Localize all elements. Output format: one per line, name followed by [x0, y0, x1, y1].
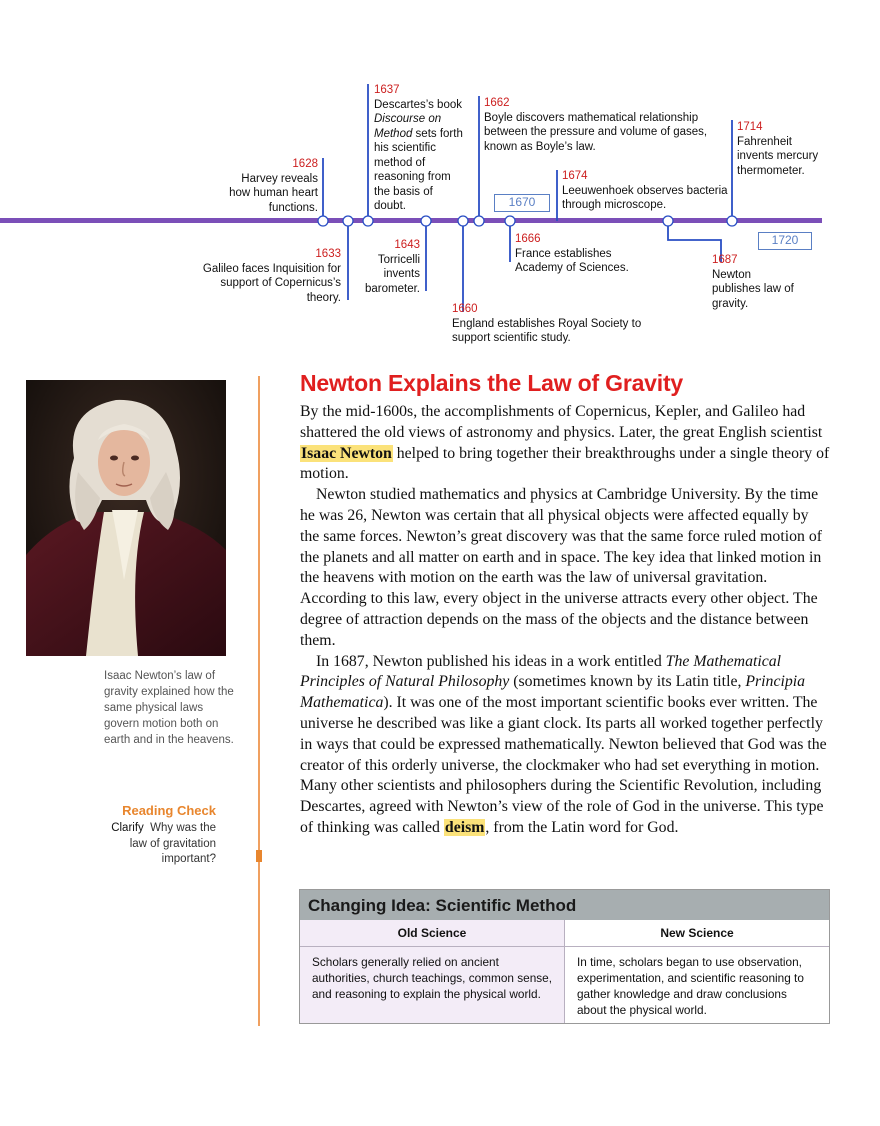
reading-check-title: Reading Check	[122, 803, 216, 818]
event-1643	[352, 238, 420, 296]
reading-check-question	[100, 821, 216, 868]
reading-check-skill: Clarify	[111, 822, 144, 834]
column-header-new-science: New Science	[565, 920, 829, 947]
event-year: 1637	[374, 84, 400, 96]
reading-check-text: Why was the law of gravitation important?	[129, 822, 216, 865]
event-1660	[452, 302, 642, 346]
isaac-newton-portrait-icon	[26, 380, 226, 656]
event-year: 1674	[562, 170, 588, 182]
new-science-text: In time, scholars began to use observation, experimentation, and scientific reasoning to gather knowledge and draw conclusions about the physical world.	[577, 955, 804, 1017]
event-year: 1643	[394, 239, 420, 251]
event-year: 1633	[315, 248, 341, 260]
event-text: France establishes Academy of Sciences.	[515, 247, 629, 274]
comparison-table	[299, 889, 830, 1024]
event-text: Galileo faces Inquisition for support of Copernicus’s theory.	[202, 262, 341, 304]
book-title: The Mathematical Principles of Natural Philosophy	[300, 652, 782, 691]
paragraph-1: By the mid-1600s, the accomplishments of Copernicus, Kepler, and Galileo had shattered the old views of astronomy and physics. Later, the great English scientist Isaac Newton helped to bring together their breakthroughs under a single theory of motion.	[300, 403, 830, 483]
column-header-old-science: Old Science	[300, 920, 564, 947]
book-latin-title: Principia Mathematica	[300, 673, 806, 712]
event-text: Descartes’s book Discourse on Method sets forth his scientific method of reasoning from the basis of doubt.	[374, 98, 463, 212]
old-science-text: Scholars generally relied on ancient authorities, church teachings, common sense, and reasoning to explain the physical world.	[312, 955, 552, 1001]
key-term-deism: deism	[444, 818, 485, 836]
event-text: Harvey reveals how human heart functions.	[229, 172, 318, 214]
event-text: Torricelli invents barometer.	[365, 253, 420, 295]
event-year: 1687	[712, 254, 738, 266]
event-text: Boyle discovers mathematical relationship between the pressure and volume of gases, known as Boyle’s law.	[484, 111, 708, 153]
portrait-caption: Isaac Newton’s law of gravity explained how the same physical laws govern motion both on earth and in the heavens.	[104, 670, 234, 746]
event-1637	[374, 83, 466, 214]
event-text: England establishes Royal Society to support scientific study.	[452, 317, 642, 344]
reading-check-marker	[256, 850, 262, 862]
timeline-bar	[0, 218, 822, 223]
event-1662	[484, 96, 724, 154]
event-1666	[515, 232, 641, 276]
sidebar-divider	[258, 376, 260, 1026]
event-text: Newton publishes law of gravity.	[712, 268, 794, 310]
event-year: 1660	[452, 303, 478, 315]
table-title: Changing Idea: Scientific Method	[300, 890, 829, 920]
event-1633	[200, 247, 341, 305]
event-1628	[222, 157, 318, 215]
new-science-column	[565, 920, 829, 1023]
event-year: 1662	[484, 97, 510, 109]
event-year: 1628	[292, 158, 318, 170]
year-marker-1670: 1670	[494, 194, 550, 212]
event-text: Fahrenheit invents mercury thermometer.	[737, 135, 819, 177]
event-1674	[562, 169, 728, 213]
paragraph-3: In 1687, Newton published his ideas in a work entitled The Mathematical Principles of Natural Philosophy (sometimes known by its Latin title, Principia Mathematica). It was one of the most important scientific books ever written. The universe he described was like a giant clock. Its parts all worked together perfectly in ways that could be expressed mathematically. Newton believed that God was the creator of this orderly universe, the clockmaker who had set everything in motion. Many other scientists and philosophers during the Scientific Revolution, including Descartes, agreed with Newton’s view of the role of God in the universe. This type of thinking was called deism, from the Latin word for God.	[300, 652, 827, 836]
event-1687	[712, 253, 796, 311]
table-row	[300, 920, 829, 1023]
paragraph-2: Newton studied mathematics and physics at Cambridge University. By the time he was 26, Newton was certain that all physical objects were affected equally by the same forces. Newton’s great discovery was that the same force ruled motion of the planets and all matter on earth and in space. The key idea that linked motion in the heavens with motion on the earth was the law of universal gravitation. According to this law, every object in the universe attracts every other object. The degree of attraction depends on the mass of the objects and the distance between them.	[300, 486, 822, 649]
article-body	[300, 402, 830, 839]
section-title: Newton Explains the Law of Gravity	[300, 370, 683, 396]
event-year: 1666	[515, 233, 541, 245]
event-text: Leeuwenhoek observes bacteria through microscope.	[562, 184, 728, 211]
key-term-isaac-newton: Isaac Newton	[301, 444, 392, 462]
event-1714	[737, 120, 819, 178]
event-year: 1714	[737, 121, 763, 133]
year-marker-1720: 1720	[758, 232, 812, 250]
old-science-column	[300, 920, 565, 1023]
